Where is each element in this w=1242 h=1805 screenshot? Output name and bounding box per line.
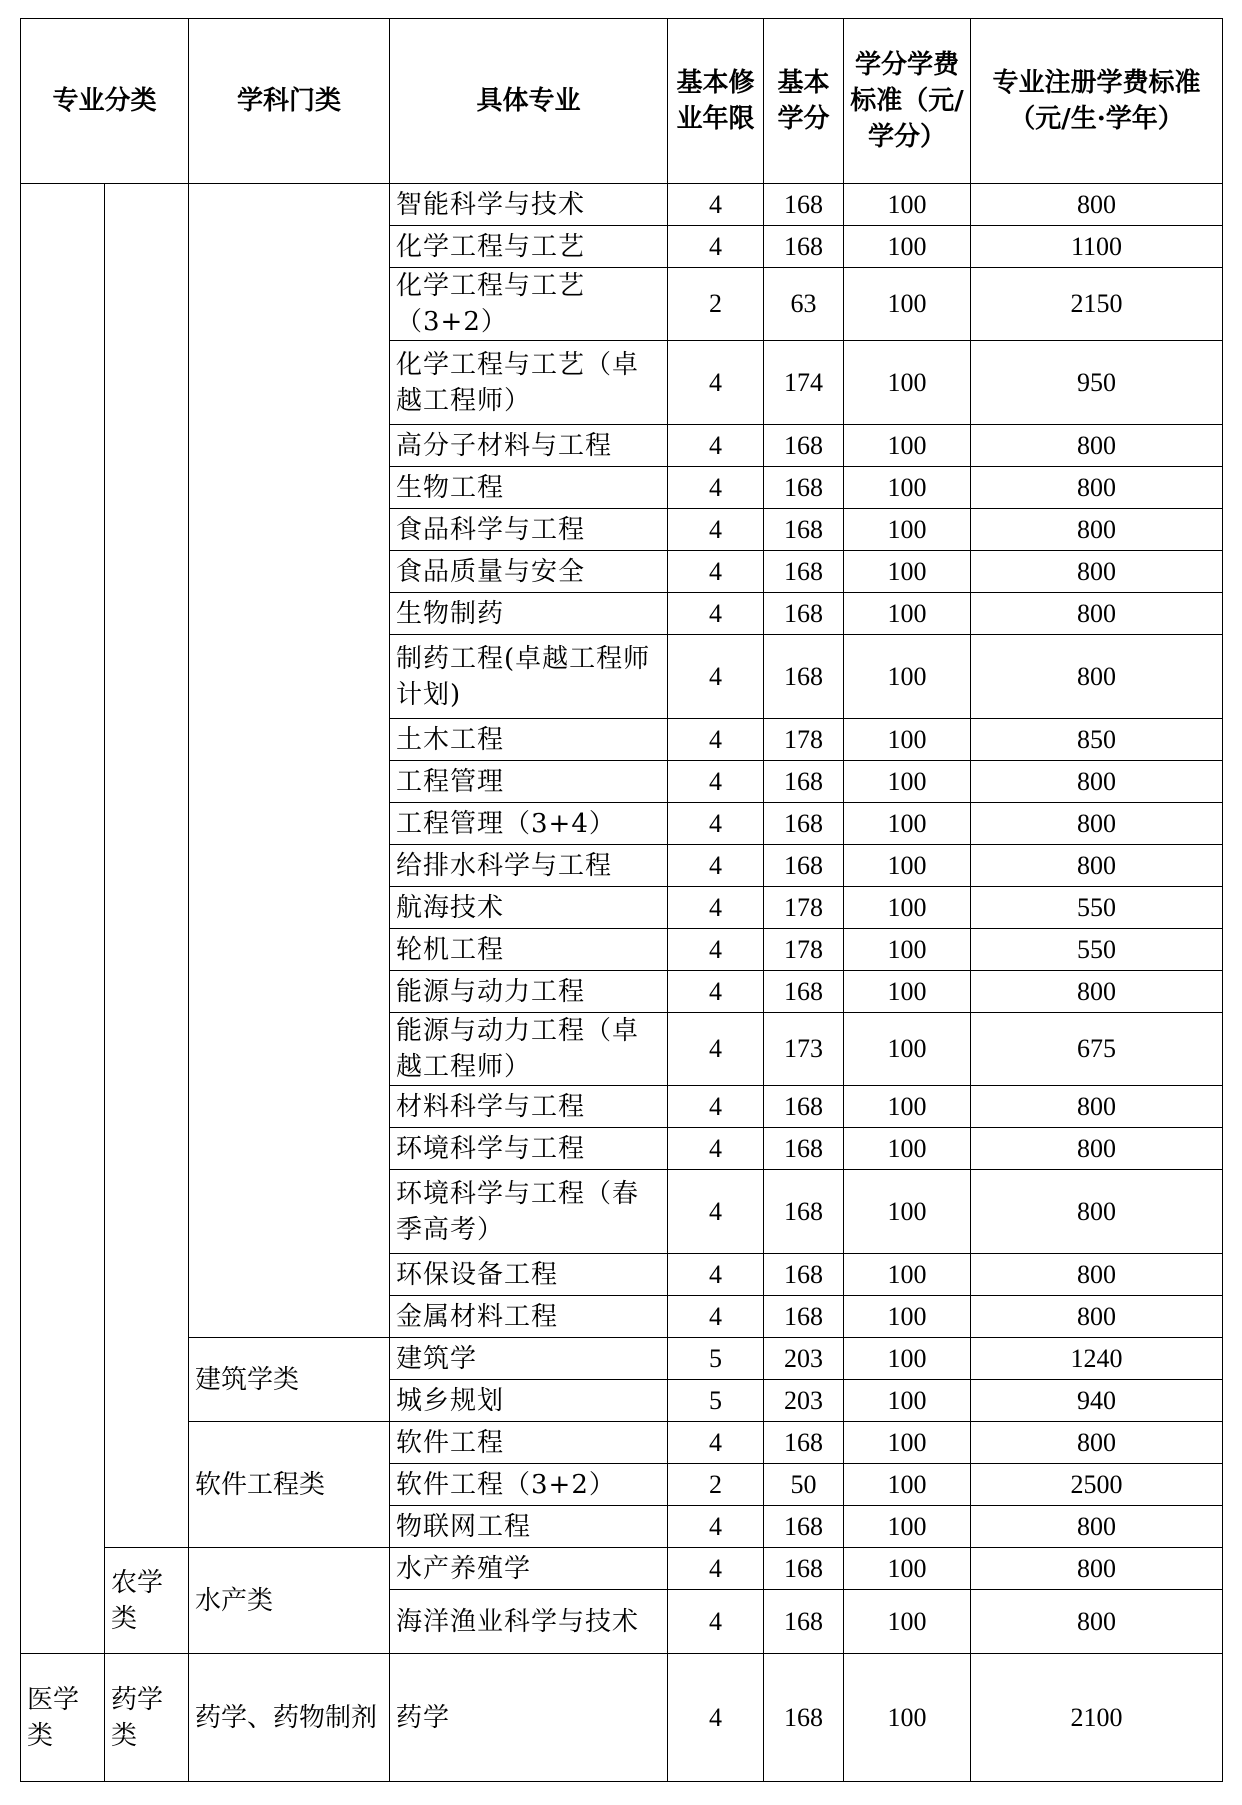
subcategory-agriculture: 农学类 [105,1548,189,1654]
credits-value: 168 [764,803,844,845]
reg-fee-value: 2150 [971,268,1223,341]
reg-fee-value: 675 [971,1013,1223,1086]
reg-fee-value: 800 [971,1086,1223,1128]
header-category: 专业分类 [21,19,189,184]
credits-value: 168 [764,761,844,803]
discipline-aquatic: 水产类 [189,1548,390,1654]
header-major: 具体专业 [390,19,668,184]
header-credits: 基本学分 [764,19,844,184]
credit-fee-value: 100 [844,635,971,719]
years-value: 4 [668,593,764,635]
reg-fee-value: 800 [971,803,1223,845]
credit-fee-value: 100 [844,761,971,803]
years-value: 4 [668,1590,764,1654]
years-value: 4 [668,719,764,761]
years-value: 4 [668,761,764,803]
major-name: 能源与动力工程 [390,971,668,1013]
major-name: 城乡规划 [390,1380,668,1422]
reg-fee-value: 850 [971,719,1223,761]
major-name: 食品科学与工程 [390,509,668,551]
credits-value: 168 [764,1654,844,1782]
major-name: 工程管理（3+4） [390,803,668,845]
reg-fee-value: 800 [971,184,1223,226]
major-name: 建筑学 [390,1338,668,1380]
header-reg-fee: 专业注册学费标准（元/生·学年） [971,19,1223,184]
credit-fee-value: 100 [844,1296,971,1338]
discipline-software: 软件工程类 [189,1422,390,1548]
years-value: 4 [668,341,764,425]
credit-fee-value: 100 [844,803,971,845]
major-name: 生物制药 [390,593,668,635]
major-name: 软件工程 [390,1422,668,1464]
reg-fee-value: 1240 [971,1338,1223,1380]
years-value: 5 [668,1380,764,1422]
credits-value: 173 [764,1013,844,1086]
credit-fee-value: 100 [844,1464,971,1506]
table-row [21,1548,1223,1590]
category-medicine: 医学类 [21,1654,105,1782]
credit-fee-value: 100 [844,226,971,268]
years-value: 4 [668,1506,764,1548]
reg-fee-value: 800 [971,845,1223,887]
major-name: 智能科学与技术 [390,184,668,226]
years-value: 4 [668,425,764,467]
credit-fee-value: 100 [844,1548,971,1590]
years-value: 4 [668,1170,764,1254]
table-row [21,184,1223,226]
credit-fee-value: 100 [844,1128,971,1170]
credit-fee-value: 100 [844,929,971,971]
reg-fee-value: 550 [971,887,1223,929]
tuition-fee-table [20,18,1223,1782]
major-name: 工程管理 [390,761,668,803]
reg-fee-value: 800 [971,509,1223,551]
subcategory-cell-empty [105,184,189,1548]
years-value: 4 [668,635,764,719]
years-value: 4 [668,1254,764,1296]
years-value: 4 [668,1128,764,1170]
reg-fee-value: 800 [971,1170,1223,1254]
credits-value: 168 [764,551,844,593]
credit-fee-value: 100 [844,1506,971,1548]
credits-value: 203 [764,1338,844,1380]
years-value: 4 [668,887,764,929]
credits-value: 168 [764,1422,844,1464]
credits-value: 178 [764,929,844,971]
reg-fee-value: 800 [971,761,1223,803]
years-value: 2 [668,1464,764,1506]
credits-value: 168 [764,1254,844,1296]
credit-fee-value: 100 [844,341,971,425]
credits-value: 203 [764,1380,844,1422]
major-name: 化学工程与工艺（3+2） [390,268,668,341]
major-name: 药学 [390,1654,668,1782]
major-name: 环境科学与工程（春季高考） [390,1170,668,1254]
major-name: 水产养殖学 [390,1548,668,1590]
reg-fee-value: 550 [971,929,1223,971]
major-name: 化学工程与工艺（卓越工程师） [390,341,668,425]
table-row [21,1654,1223,1782]
years-value: 4 [668,467,764,509]
years-value: 4 [668,1296,764,1338]
credit-fee-value: 100 [844,845,971,887]
credit-fee-value: 100 [844,1170,971,1254]
reg-fee-value: 2100 [971,1654,1223,1782]
major-name: 制药工程(卓越工程师计划) [390,635,668,719]
header-discipline: 学科门类 [189,19,390,184]
major-name: 化学工程与工艺 [390,226,668,268]
reg-fee-value: 800 [971,1254,1223,1296]
reg-fee-value: 800 [971,1296,1223,1338]
years-value: 4 [668,803,764,845]
major-name: 材料科学与工程 [390,1086,668,1128]
credit-fee-value: 100 [844,1254,971,1296]
reg-fee-value: 800 [971,1590,1223,1654]
reg-fee-value: 800 [971,1128,1223,1170]
years-value: 4 [668,971,764,1013]
reg-fee-value: 800 [971,971,1223,1013]
credits-value: 178 [764,719,844,761]
credits-value: 168 [764,1086,844,1128]
years-value: 5 [668,1338,764,1380]
major-name: 能源与动力工程（卓越工程师） [390,1013,668,1086]
years-value: 2 [668,268,764,341]
reg-fee-value: 940 [971,1380,1223,1422]
major-name: 生物工程 [390,467,668,509]
credit-fee-value: 100 [844,971,971,1013]
credit-fee-value: 100 [844,509,971,551]
reg-fee-value: 950 [971,341,1223,425]
credits-value: 63 [764,268,844,341]
discipline-architecture: 建筑学类 [189,1338,390,1422]
credit-fee-value: 100 [844,719,971,761]
credits-value: 168 [764,1296,844,1338]
reg-fee-value: 800 [971,1506,1223,1548]
years-value: 4 [668,509,764,551]
credit-fee-value: 100 [844,1338,971,1380]
years-value: 4 [668,184,764,226]
major-name: 给排水科学与工程 [390,845,668,887]
reg-fee-value: 800 [971,551,1223,593]
header-credit-fee: 学分学费标准（元/学分） [844,19,971,184]
credits-value: 168 [764,1506,844,1548]
major-name: 食品质量与安全 [390,551,668,593]
credit-fee-value: 100 [844,1086,971,1128]
reg-fee-value: 800 [971,1548,1223,1590]
credits-value: 168 [764,184,844,226]
credit-fee-value: 100 [844,1654,971,1782]
credit-fee-value: 100 [844,887,971,929]
reg-fee-value: 800 [971,467,1223,509]
major-name: 土木工程 [390,719,668,761]
credits-value: 50 [764,1464,844,1506]
credits-value: 168 [764,845,844,887]
years-value: 4 [668,1654,764,1782]
years-value: 4 [668,1086,764,1128]
reg-fee-value: 800 [971,593,1223,635]
header-years: 基本修业年限 [668,19,764,184]
major-name: 轮机工程 [390,929,668,971]
credit-fee-value: 100 [844,184,971,226]
credits-value: 168 [764,509,844,551]
years-value: 4 [668,1422,764,1464]
credits-value: 168 [764,467,844,509]
credits-value: 178 [764,887,844,929]
category-cell-empty [21,184,105,1654]
credit-fee-value: 100 [844,467,971,509]
major-name: 软件工程（3+2） [390,1464,668,1506]
years-value: 4 [668,1013,764,1086]
credits-value: 168 [764,425,844,467]
major-name: 海洋渔业科学与技术 [390,1590,668,1654]
credit-fee-value: 100 [844,593,971,635]
credits-value: 168 [764,226,844,268]
discipline-pharmacy: 药学、药物制剂 [189,1654,390,1782]
reg-fee-value: 800 [971,635,1223,719]
credits-value: 168 [764,1590,844,1654]
subcategory-pharmacy: 药学类 [105,1654,189,1782]
reg-fee-value: 800 [971,425,1223,467]
credit-fee-value: 100 [844,1013,971,1086]
reg-fee-value: 1100 [971,226,1223,268]
credits-value: 168 [764,1548,844,1590]
major-name: 金属材料工程 [390,1296,668,1338]
discipline-cell-empty [189,184,390,1338]
major-name: 高分子材料与工程 [390,425,668,467]
credits-value: 168 [764,593,844,635]
credits-value: 168 [764,971,844,1013]
reg-fee-value: 2500 [971,1464,1223,1506]
table-row [21,1338,1223,1380]
credits-value: 168 [764,635,844,719]
major-name: 航海技术 [390,887,668,929]
credit-fee-value: 100 [844,1380,971,1422]
credits-value: 168 [764,1170,844,1254]
credit-fee-value: 100 [844,1422,971,1464]
years-value: 4 [668,845,764,887]
reg-fee-value: 800 [971,1422,1223,1464]
header-row [21,19,1223,184]
credit-fee-value: 100 [844,268,971,341]
credit-fee-value: 100 [844,425,971,467]
major-name: 环境科学与工程 [390,1128,668,1170]
credit-fee-value: 100 [844,551,971,593]
years-value: 4 [668,929,764,971]
years-value: 4 [668,226,764,268]
table-row [21,1422,1223,1464]
major-name: 物联网工程 [390,1506,668,1548]
years-value: 4 [668,551,764,593]
credit-fee-value: 100 [844,1590,971,1654]
years-value: 4 [668,1548,764,1590]
major-name: 环保设备工程 [390,1254,668,1296]
credits-value: 168 [764,1128,844,1170]
credits-value: 174 [764,341,844,425]
